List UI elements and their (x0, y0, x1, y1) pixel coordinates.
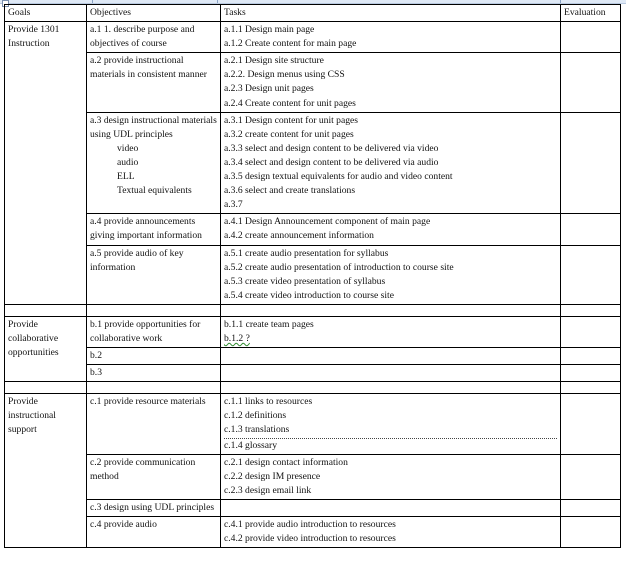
table-row (5, 214, 621, 245)
task-item: a.2.1 Design site structure (224, 55, 324, 67)
table-row (5, 22, 621, 53)
table-row (5, 316, 621, 347)
empty-cell[interactable] (221, 304, 561, 316)
objective-text: c.4 provide audio (90, 519, 157, 530)
evaluation-cell[interactable] (561, 394, 621, 454)
objective-text: b.3 (90, 367, 102, 379)
objective-text: a.2 provide instructional materials in consistent manner (90, 55, 207, 81)
objective-text: a.5 provide audio of key information (90, 247, 184, 273)
table-row (5, 365, 621, 382)
objective-text: a.3 design instructional materials using UDL principles (90, 114, 217, 140)
task-item: c.1.3 translations (224, 423, 557, 438)
evaluation-cell[interactable] (561, 348, 621, 365)
objective-cell[interactable] (87, 499, 221, 516)
task-item: c.2.3 design email link (224, 484, 312, 496)
objective-subitem: ELL (117, 171, 135, 183)
empty-cell[interactable] (87, 382, 221, 394)
goal-text: Provide 1301 Instruction (8, 24, 60, 50)
objective-text: b.1 provide opportunities for collaborative work (90, 318, 201, 344)
objective-cell[interactable] (87, 53, 221, 112)
task-item: a.3.3 select and design content to be delivered via video (224, 142, 439, 154)
evaluation-cell[interactable] (561, 214, 621, 245)
objective-cell[interactable] (87, 517, 221, 548)
objective-subitem: Textual equivalents (117, 185, 192, 197)
task-item: c.2.1 design contact information (224, 456, 348, 468)
task-item: a.5.2 create audio presentation of introduction to course site (224, 261, 454, 273)
objective-cell[interactable] (87, 348, 221, 365)
empty-cell[interactable] (221, 382, 561, 394)
task-item: c.4.2 provide video introduction to resources (224, 533, 396, 545)
task-item-wrapper (224, 332, 557, 346)
tasks-cell[interactable] (221, 214, 561, 245)
task-item: b.1.1 create team pages (224, 318, 314, 330)
task-item: a.3.5 design textual equivalents for audio and video content (224, 171, 453, 183)
task-item: a.5.3 create video presentation of syllabus (224, 275, 386, 287)
spacer-row (5, 304, 621, 316)
tasks-cell[interactable] (221, 316, 561, 347)
task-item: c.1.1 links to resources (224, 396, 313, 408)
objective-text: a.1 1. describe purpose and objectives of course (90, 24, 195, 50)
evaluation-cell[interactable] (561, 316, 621, 347)
evaluation-cell[interactable] (561, 53, 621, 112)
objective-cell[interactable] (87, 245, 221, 304)
table-row (5, 112, 621, 214)
goal-cell[interactable] (5, 394, 87, 548)
objective-text: c.3 design using UDL principles (90, 501, 215, 513)
task-item: c.1.2 definitions (224, 410, 287, 422)
task-item: a.3.1 Design content for unit pages (224, 114, 359, 126)
table-row (5, 245, 621, 304)
tasks-cell[interactable] (221, 348, 561, 365)
tasks-cell[interactable] (221, 454, 561, 499)
table-row (5, 394, 621, 454)
objective-cell[interactable] (87, 214, 221, 245)
objective-text: b.2 (90, 350, 102, 362)
task-item: a.3.7 (224, 199, 243, 211)
task-item: a.3.2 create content for unit pages (224, 128, 354, 140)
task-item: a.5.4 create video introduction to course site (224, 289, 394, 301)
tasks-cell[interactable] (221, 112, 561, 214)
goal-text: Provide instructional support (8, 396, 56, 436)
tasks-cell[interactable] (221, 53, 561, 112)
objective-subitem: video (117, 142, 139, 154)
tasks-cell[interactable] (221, 394, 561, 454)
tasks-cell[interactable] (221, 365, 561, 382)
task-item: a.1.1 Design main page (224, 24, 315, 36)
goal-cell[interactable] (5, 22, 87, 305)
header-tasks: Tasks (221, 5, 561, 22)
table-row (5, 53, 621, 112)
objective-text: c.1 provide resource materials (90, 396, 206, 408)
objective-cell[interactable] (87, 365, 221, 382)
evaluation-cell[interactable] (561, 112, 621, 214)
objective-cell[interactable] (87, 22, 221, 53)
task-item: b.1.2 ? (224, 332, 250, 344)
objective-cell[interactable] (87, 112, 221, 214)
evaluation-cell[interactable] (561, 365, 621, 382)
spacer-row (5, 382, 621, 394)
objective-cell[interactable] (87, 316, 221, 347)
task-item: a.4.2 create announcement information (224, 230, 374, 242)
header-evaluation: Evaluation (561, 5, 621, 22)
empty-cell[interactable] (561, 304, 621, 316)
empty-cell[interactable] (5, 304, 87, 316)
objective-text: a.4 provide announcements giving important information (90, 216, 202, 242)
tasks-cell[interactable] (221, 517, 561, 548)
objective-subitem: audio (117, 156, 139, 168)
task-item: c.1.4 glossary (224, 439, 278, 451)
evaluation-cell[interactable] (561, 22, 621, 53)
tasks-cell[interactable] (221, 245, 561, 304)
task-item: a.2.4 Create content for unit pages (224, 97, 356, 109)
table-row (5, 517, 621, 548)
header-objectives: Objectives (87, 5, 221, 22)
planning-table (4, 4, 621, 548)
task-item: a.3.6 select and create translations (224, 185, 356, 197)
tasks-cell[interactable] (221, 499, 561, 516)
header-row (5, 5, 621, 22)
task-item: a.1.2 Create content for main page (224, 38, 357, 50)
empty-cell[interactable] (5, 382, 87, 394)
task-item: a.5.1 create audio presentation for syllabus (224, 247, 389, 259)
objective-cell[interactable] (87, 454, 221, 499)
objective-text: c.2 provide communication method (90, 456, 196, 482)
task-item: a.2.3 Design unit pages (224, 83, 314, 95)
table-row (5, 348, 621, 365)
evaluation-cell[interactable] (561, 245, 621, 304)
evaluation-cell[interactable] (561, 517, 621, 548)
objective-cell[interactable] (87, 394, 221, 454)
table-row (5, 499, 621, 516)
task-item: a.3.4 select and design content to be delivered via audio (224, 156, 439, 168)
goal-text: Provide collaborative opportunities (8, 318, 59, 359)
task-item: a.2.2. Design menus using CSS (224, 69, 345, 81)
evaluation-cell[interactable] (561, 499, 621, 516)
header-goals: Goals (5, 5, 87, 22)
table-row (5, 454, 621, 499)
tasks-cell[interactable] (221, 22, 561, 53)
task-item: c.4.1 provide audio introduction to resources (224, 519, 396, 530)
empty-cell[interactable] (561, 382, 621, 394)
goal-cell[interactable] (5, 316, 87, 381)
task-item: c.2.2 design IM presence (224, 470, 321, 482)
empty-cell[interactable] (87, 304, 221, 316)
evaluation-cell[interactable] (561, 454, 621, 499)
task-item: a.4.1 Design Announcement component of main page (224, 216, 431, 228)
